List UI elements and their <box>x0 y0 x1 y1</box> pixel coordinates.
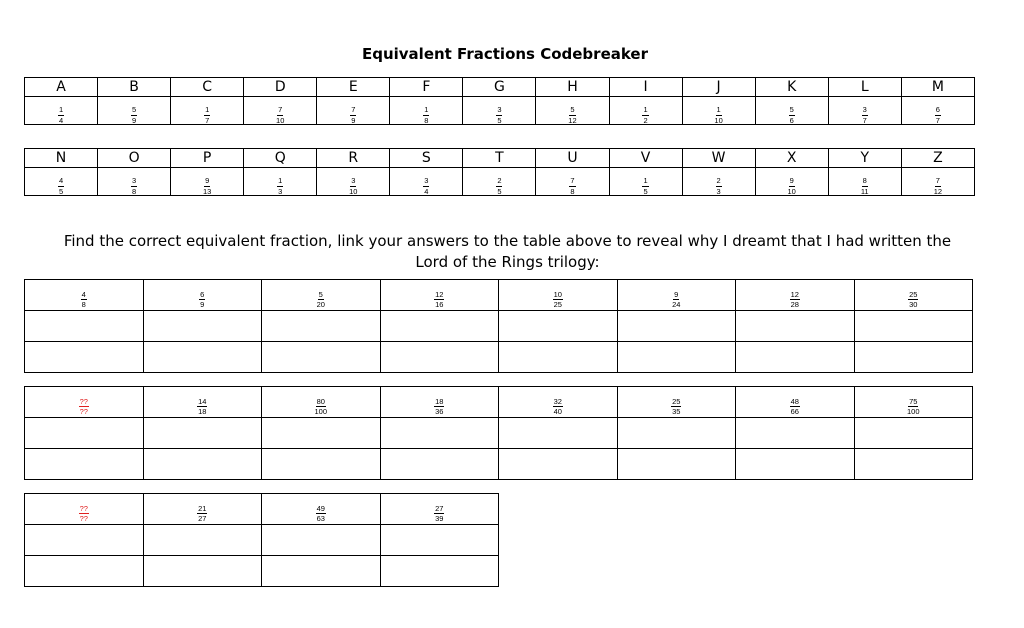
denominator: ?? <box>79 514 88 523</box>
denominator: 7 <box>862 115 867 125</box>
numerator: 25 <box>909 289 918 299</box>
fraction <box>714 106 722 124</box>
key-letter: I <box>609 78 682 97</box>
denominator: 40 <box>553 407 562 416</box>
key-fraction-cell <box>755 168 828 196</box>
answer-row <box>25 418 973 449</box>
numerator: 1 <box>643 176 648 185</box>
question-cell <box>736 387 855 418</box>
fraction <box>789 106 795 124</box>
letter-cell[interactable] <box>617 342 736 373</box>
answer-row <box>25 311 973 342</box>
fraction <box>553 398 563 416</box>
key-fraction-cell <box>98 168 171 196</box>
key-fraction-cell <box>390 168 463 196</box>
letter-cell[interactable] <box>25 342 144 373</box>
numerator: 5 <box>789 105 794 114</box>
answer-cell[interactable] <box>736 311 855 342</box>
numerator: 2 <box>716 176 721 185</box>
fraction <box>58 177 64 195</box>
puzzle-table-3 <box>24 493 499 587</box>
numerator: 5 <box>318 289 323 299</box>
fraction <box>350 106 356 124</box>
answer-cell[interactable] <box>25 311 144 342</box>
fraction <box>787 177 795 195</box>
numerator: 75 <box>909 396 918 406</box>
numerator: 32 <box>553 396 562 406</box>
answer-cell[interactable] <box>617 311 736 342</box>
question-cell <box>499 280 618 311</box>
key-fraction-cell <box>98 97 171 125</box>
numerator: 1 <box>205 105 210 114</box>
question-cell <box>736 280 855 311</box>
question-cell <box>25 280 144 311</box>
key-letter: Y <box>828 149 901 168</box>
denominator: 13 <box>202 186 212 196</box>
fraction <box>197 505 207 523</box>
letter-cell[interactable] <box>380 449 499 480</box>
question-cell <box>262 280 381 311</box>
placeholder-fraction <box>79 505 89 523</box>
denominator: 66 <box>790 407 799 416</box>
denominator: 100 <box>906 407 920 416</box>
fraction <box>423 106 429 124</box>
key-fraction-cell <box>682 97 755 125</box>
key-letter: S <box>390 149 463 168</box>
numerator: 4 <box>81 289 86 299</box>
denominator: ?? <box>79 407 88 416</box>
key-letter: M <box>901 78 974 97</box>
key-letter: T <box>463 149 536 168</box>
letter-cell[interactable] <box>854 449 973 480</box>
key-letter: P <box>171 149 244 168</box>
answer-cell[interactable] <box>143 418 262 449</box>
key-fraction-cell <box>536 97 609 125</box>
key-letter: F <box>390 78 463 97</box>
numerator: 9 <box>789 176 794 185</box>
fraction <box>317 291 325 309</box>
key-fraction-cell <box>901 168 974 196</box>
key-table-n-to-z <box>24 148 975 196</box>
letter-cell[interactable] <box>499 449 618 480</box>
key-letter: Q <box>244 149 317 168</box>
numerator: 7 <box>570 176 575 185</box>
denominator: 7 <box>935 115 940 125</box>
numerator: 6 <box>200 289 205 299</box>
key-letter: C <box>171 78 244 97</box>
question-cell <box>499 387 618 418</box>
key-letter: J <box>682 78 755 97</box>
numerator: 10 <box>553 289 562 299</box>
fraction <box>276 106 284 124</box>
question-cell <box>380 387 499 418</box>
fraction <box>496 177 502 195</box>
key-fraction-cell <box>609 168 682 196</box>
numerator: 3 <box>351 176 356 185</box>
numerator: ?? <box>79 396 88 406</box>
puzzle-table-1 <box>24 279 973 373</box>
key-fraction-cell <box>244 97 317 125</box>
key-fraction-cell <box>828 97 901 125</box>
question-row <box>25 280 973 311</box>
numerator: 12 <box>435 289 444 299</box>
letter-cell[interactable] <box>262 342 381 373</box>
numerator: 21 <box>198 503 207 513</box>
key-fraction-cell <box>463 97 536 125</box>
fraction <box>203 177 211 195</box>
numerator: 48 <box>790 396 799 406</box>
numerator: 7 <box>351 105 356 114</box>
letter-cell[interactable] <box>499 342 618 373</box>
letter-cell[interactable] <box>262 556 381 587</box>
denominator: 12 <box>933 186 943 196</box>
letter-cell[interactable] <box>143 556 262 587</box>
fraction <box>790 398 800 416</box>
letter-cell[interactable] <box>25 449 144 480</box>
key-fraction-cell <box>171 168 244 196</box>
letter-cell[interactable] <box>380 556 499 587</box>
question-row <box>25 494 499 525</box>
answer-cell[interactable] <box>262 311 381 342</box>
fraction <box>934 177 942 195</box>
answer-cell[interactable] <box>262 418 381 449</box>
fraction <box>58 106 64 124</box>
question-cell <box>25 387 144 418</box>
letter-cell[interactable] <box>617 449 736 480</box>
key-fraction-cell <box>463 168 536 196</box>
denominator: 11 <box>860 186 869 196</box>
key-letter: G <box>463 78 536 97</box>
numerator: 25 <box>672 396 681 406</box>
answer-cell[interactable] <box>380 418 499 449</box>
worksheet-title: Equivalent Fractions Codebreaker <box>361 45 649 63</box>
numerator: 1 <box>278 176 283 185</box>
key-fraction-cell <box>244 168 317 196</box>
question-cell <box>617 280 736 311</box>
fraction <box>642 177 648 195</box>
numerator: 5 <box>132 105 137 114</box>
answer-cell[interactable] <box>854 418 973 449</box>
key-letter: K <box>755 78 828 97</box>
answer-cell[interactable] <box>499 418 618 449</box>
question-cell <box>262 387 381 418</box>
key-letter: V <box>609 149 682 168</box>
numerator: 4 <box>58 176 64 185</box>
fraction <box>434 398 444 416</box>
fraction <box>314 398 327 416</box>
key-table-a-to-m <box>24 77 975 125</box>
question-cell <box>617 387 736 418</box>
fraction <box>569 177 575 195</box>
fraction <box>199 291 205 309</box>
denominator: 5 <box>497 115 502 125</box>
denominator: 12 <box>568 115 577 125</box>
key-fraction-cell <box>609 97 682 125</box>
key-fraction-cell <box>317 97 390 125</box>
letter-answer-row <box>25 342 973 373</box>
answer-cell[interactable] <box>617 418 736 449</box>
letter-cell[interactable] <box>262 449 381 480</box>
answer-cell[interactable] <box>25 418 144 449</box>
instructions <box>30 231 985 273</box>
fraction <box>81 291 87 309</box>
denominator: 30 <box>909 300 918 309</box>
fraction <box>553 291 563 309</box>
fraction <box>496 106 502 124</box>
question-cell <box>380 280 499 311</box>
denominator: 36 <box>435 407 444 416</box>
fraction <box>423 177 429 195</box>
key-letter: N <box>25 149 98 168</box>
fraction <box>434 291 444 309</box>
letter-cell[interactable] <box>736 342 855 373</box>
fraction <box>277 177 283 195</box>
key-fraction-cell <box>755 97 828 125</box>
numerator: 7 <box>935 176 940 185</box>
denominator: 5 <box>58 186 64 196</box>
denominator: 8 <box>570 186 575 196</box>
fraction <box>568 106 576 124</box>
question-cell <box>262 494 381 525</box>
question-cell <box>854 387 973 418</box>
letter-cell[interactable] <box>736 449 855 480</box>
denominator: 2 <box>643 115 648 125</box>
letter-cell[interactable] <box>143 449 262 480</box>
key-letter: X <box>755 149 828 168</box>
answer-cell[interactable] <box>499 311 618 342</box>
denominator: 16 <box>435 300 444 309</box>
letter-row <box>25 78 975 97</box>
numerator: 1 <box>58 105 64 114</box>
answer-cell[interactable] <box>262 525 381 556</box>
key-letter: D <box>244 78 317 97</box>
fraction <box>204 106 210 124</box>
denominator: 8 <box>424 115 429 125</box>
denominator: 28 <box>790 300 799 309</box>
numerator: 9 <box>674 289 679 299</box>
key-fraction-cell <box>25 168 98 196</box>
denominator: 4 <box>58 115 64 125</box>
letter-answer-row <box>25 449 973 480</box>
key-letter: H <box>536 78 609 97</box>
denominator: 10 <box>714 115 723 125</box>
numerator: 1 <box>424 105 429 114</box>
numerator: 5 <box>570 105 575 114</box>
denominator: 7 <box>205 115 210 125</box>
denominator: 3 <box>716 186 721 196</box>
fraction <box>642 106 648 124</box>
numerator: 80 <box>316 396 325 406</box>
numerator: 12 <box>790 289 799 299</box>
letter-cell[interactable] <box>380 342 499 373</box>
letter-cell[interactable] <box>854 342 973 373</box>
numerator: 9 <box>205 176 210 185</box>
numerator: 3 <box>424 176 429 185</box>
denominator: 39 <box>435 514 444 523</box>
denominator: 5 <box>643 186 648 196</box>
fraction <box>349 177 357 195</box>
key-fraction-cell <box>25 97 98 125</box>
key-fraction-cell <box>171 97 244 125</box>
question-cell <box>25 494 144 525</box>
denominator: 63 <box>316 514 325 523</box>
answer-cell[interactable] <box>25 525 144 556</box>
key-letter: W <box>682 149 755 168</box>
denominator: 4 <box>424 186 429 196</box>
key-fraction-cell <box>901 97 974 125</box>
denominator: 10 <box>349 186 358 196</box>
numerator: ?? <box>79 503 88 513</box>
question-cell <box>380 494 499 525</box>
question-cell <box>143 494 262 525</box>
puzzle-table-2 <box>24 386 973 480</box>
numerator: 8 <box>862 176 867 185</box>
fraction <box>935 106 941 124</box>
denominator: 3 <box>278 186 283 196</box>
key-fraction-cell <box>536 168 609 196</box>
letter-row <box>25 149 975 168</box>
fraction <box>671 398 681 416</box>
fraction-row <box>25 97 975 125</box>
letter-answer-row <box>25 556 499 587</box>
denominator: 27 <box>198 514 207 523</box>
question-cell <box>143 280 262 311</box>
numerator: 2 <box>497 176 502 185</box>
numerator: 27 <box>435 503 444 513</box>
numerator: 3 <box>132 176 137 185</box>
numerator: 14 <box>198 396 207 406</box>
question-row <box>25 387 973 418</box>
denominator: 6 <box>789 115 794 125</box>
fraction <box>672 291 680 309</box>
denominator: 8 <box>81 300 86 309</box>
answer-cell[interactable] <box>143 525 262 556</box>
numerator: 3 <box>497 105 502 114</box>
answer-cell[interactable] <box>380 311 499 342</box>
fraction <box>434 505 444 523</box>
denominator: 9 <box>132 115 137 125</box>
key-letter: R <box>317 149 390 168</box>
denominator: 24 <box>672 300 681 309</box>
numerator: 3 <box>862 105 867 114</box>
numerator: 1 <box>716 105 721 114</box>
denominator: 5 <box>497 186 502 196</box>
key-letter: A <box>25 78 98 97</box>
denominator: 18 <box>198 407 207 416</box>
fraction <box>316 505 326 523</box>
fraction-row <box>25 168 975 196</box>
denominator: 25 <box>553 300 562 309</box>
fraction <box>131 177 137 195</box>
denominator: 20 <box>316 300 325 309</box>
key-fraction-cell <box>390 97 463 125</box>
fraction <box>790 291 800 309</box>
answer-cell[interactable] <box>736 418 855 449</box>
letter-cell[interactable] <box>25 556 144 587</box>
instruction-line-2: Lord of the Rings trilogy: <box>415 253 600 271</box>
denominator: 10 <box>787 186 796 196</box>
key-letter: E <box>317 78 390 97</box>
fraction <box>908 291 918 309</box>
fraction <box>862 106 868 124</box>
denominator: 100 <box>314 407 327 416</box>
numerator: 1 <box>643 105 648 114</box>
numerator: 49 <box>316 503 325 513</box>
key-letter: Z <box>901 149 974 168</box>
fraction <box>907 398 920 416</box>
denominator: 9 <box>200 300 205 309</box>
question-cell <box>143 387 262 418</box>
answer-row <box>25 525 499 556</box>
instruction-line-1: Find the correct equivalent fraction, link your answers to the table above to reveal why I dreamt that I had written the <box>63 232 952 250</box>
answer-cell[interactable] <box>380 525 499 556</box>
fraction <box>861 177 869 195</box>
numerator: 7 <box>278 105 283 114</box>
numerator: 18 <box>435 396 444 406</box>
key-fraction-cell <box>317 168 390 196</box>
letter-cell[interactable] <box>143 342 262 373</box>
question-cell <box>854 280 973 311</box>
key-letter: B <box>98 78 171 97</box>
fraction <box>716 177 722 195</box>
denominator: 35 <box>672 407 681 416</box>
denominator: 10 <box>276 115 285 125</box>
key-fraction-cell <box>682 168 755 196</box>
key-letter: L <box>828 78 901 97</box>
fraction <box>197 398 207 416</box>
answer-cell[interactable] <box>854 311 973 342</box>
denominator: 9 <box>351 115 356 125</box>
numerator: 6 <box>935 105 940 114</box>
fraction <box>131 106 137 124</box>
placeholder-fraction <box>79 398 89 416</box>
key-letter: O <box>98 149 171 168</box>
denominator: 8 <box>132 186 137 196</box>
key-letter: U <box>536 149 609 168</box>
key-fraction-cell <box>828 168 901 196</box>
answer-cell[interactable] <box>143 311 262 342</box>
